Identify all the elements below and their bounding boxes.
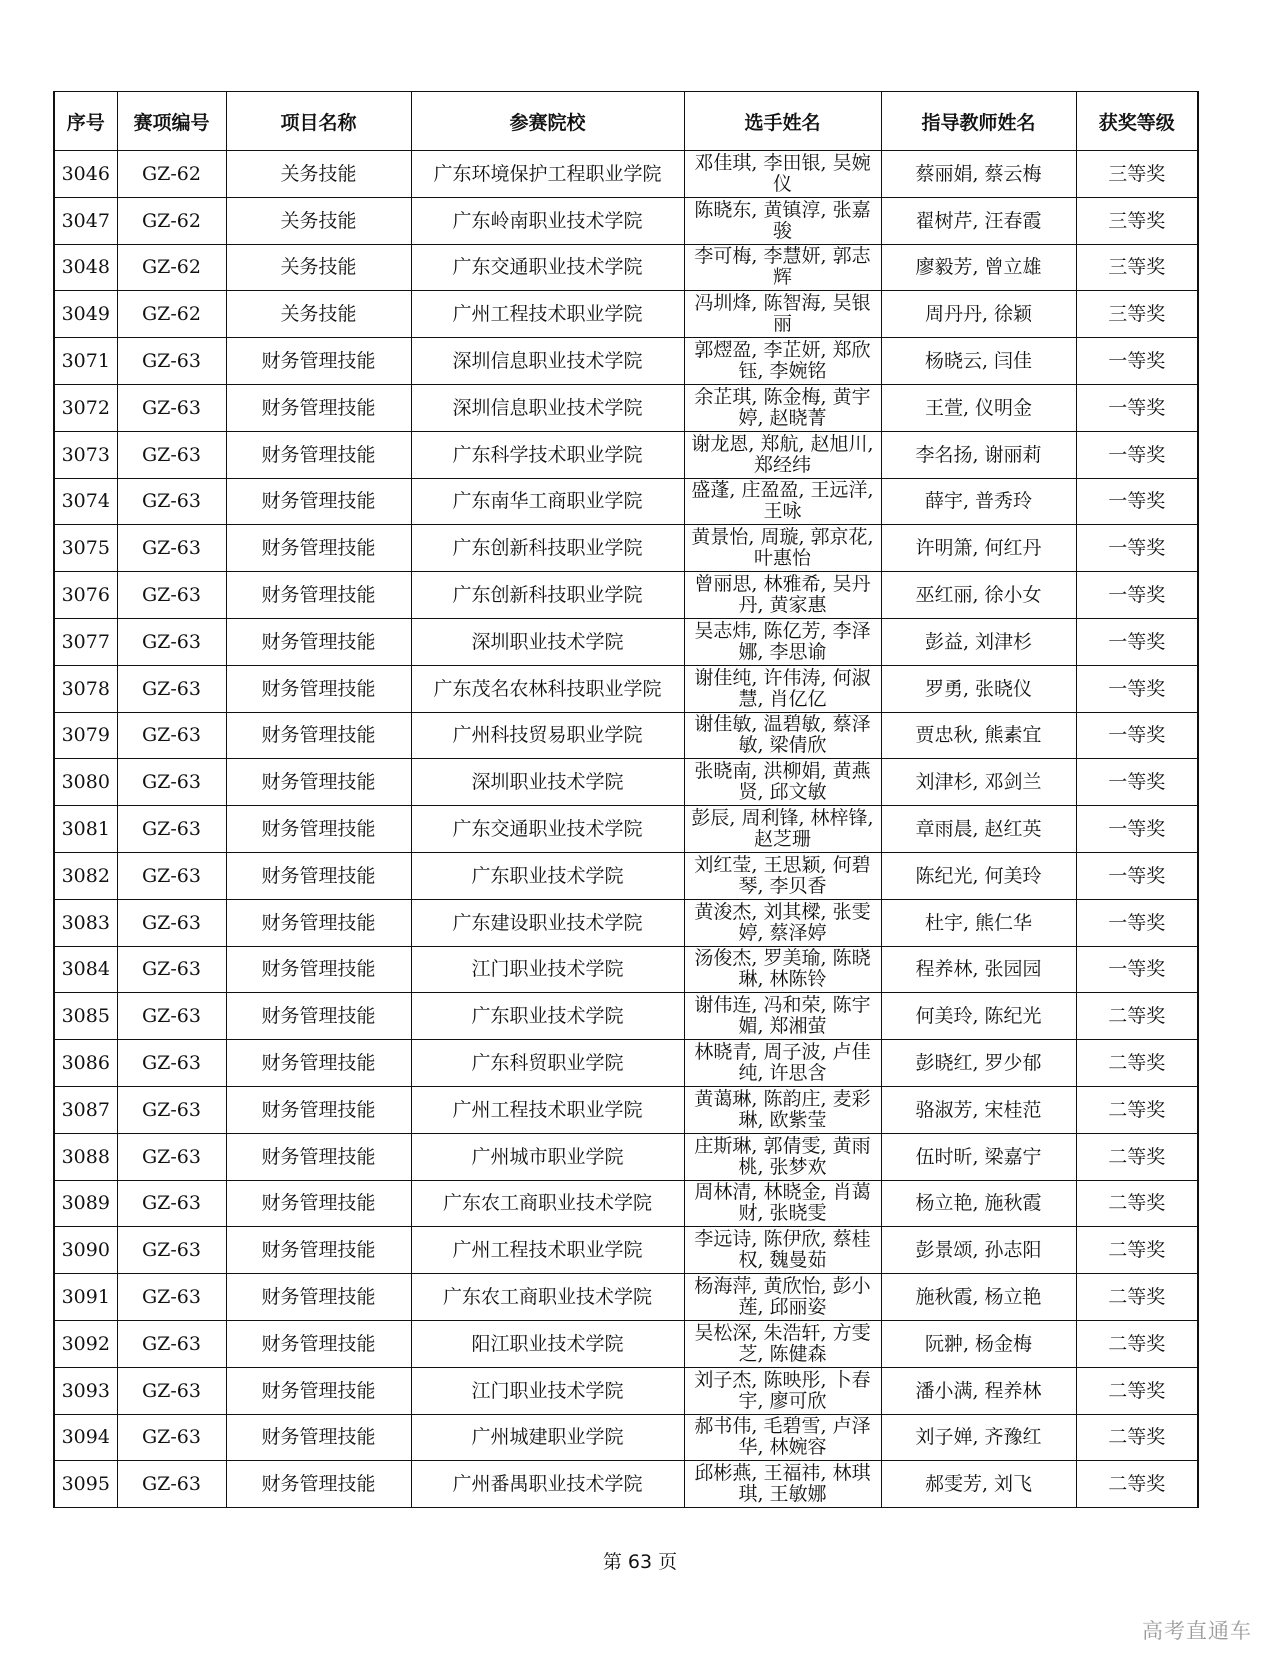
- cell-seq: 3049: [54, 291, 117, 338]
- cell-players: [684, 1086, 881, 1133]
- cell-players: [684, 244, 881, 291]
- table-row: [54, 1367, 1198, 1414]
- cell-seq: 3085: [54, 993, 117, 1040]
- table-row: [54, 1274, 1198, 1321]
- cell-players: [684, 572, 881, 619]
- cell-award: 一等奖: [1076, 478, 1198, 525]
- cell-award: 一等奖: [1076, 852, 1198, 899]
- cell-event-name: 财务管理技能: [226, 618, 411, 665]
- cell-seq: 3091: [54, 1274, 117, 1321]
- header-event-name: 项目名称: [226, 92, 411, 151]
- players-text: 李可梅, 李慧妍, 郭志辉: [694, 245, 871, 289]
- cell-school: 江门职业技术学院: [411, 1367, 684, 1414]
- cell-event-code: GZ-63: [117, 1320, 226, 1367]
- cell-teachers: 彭晓红, 罗少郁: [881, 1040, 1076, 1087]
- cell-event-name: 财务管理技能: [226, 384, 411, 431]
- cell-players: [684, 993, 881, 1040]
- cell-award: 二等奖: [1076, 1274, 1198, 1321]
- players-text: 余芷琪, 陈金梅, 黄宇婷, 赵晓菁: [694, 385, 871, 429]
- cell-event-code: GZ-63: [117, 1414, 226, 1461]
- cell-seq: 3086: [54, 1040, 117, 1087]
- cell-players: [684, 1227, 881, 1274]
- cell-school: 广州工程技术职业学院: [411, 1227, 684, 1274]
- cell-teachers: 廖毅芳, 曾立雄: [881, 244, 1076, 291]
- cell-event-code: GZ-63: [117, 431, 226, 478]
- cell-award: 二等奖: [1076, 1367, 1198, 1414]
- cell-event-name: 财务管理技能: [226, 1180, 411, 1227]
- table-row: [54, 525, 1198, 572]
- cell-award: 三等奖: [1076, 244, 1198, 291]
- cell-teachers: 蔡丽娟, 蔡云梅: [881, 151, 1076, 198]
- cell-event-name: 财务管理技能: [226, 993, 411, 1040]
- cell-teachers: 周丹丹, 徐颖: [881, 291, 1076, 338]
- cell-event-name: 财务管理技能: [226, 806, 411, 853]
- cell-event-name: 财务管理技能: [226, 1227, 411, 1274]
- cell-award: 一等奖: [1076, 431, 1198, 478]
- cell-event-name: 财务管理技能: [226, 759, 411, 806]
- cell-seq: 3083: [54, 899, 117, 946]
- cell-teachers: 潘小满, 程养林: [881, 1367, 1076, 1414]
- cell-seq: 3082: [54, 852, 117, 899]
- cell-school: 广东创新科技职业学院: [411, 525, 684, 572]
- cell-award: 一等奖: [1076, 384, 1198, 431]
- cell-players: [684, 338, 881, 385]
- cell-school: 广东科学技术职业学院: [411, 431, 684, 478]
- cell-teachers: 杨晓云, 闫佳: [881, 338, 1076, 385]
- cell-seq: 3081: [54, 806, 117, 853]
- players-text: 谢佳纯, 许伟涛, 何淑慧, 肖亿亿: [694, 666, 871, 710]
- watermark: 高考直通车: [1142, 1619, 1252, 1643]
- cell-seq: 3078: [54, 665, 117, 712]
- cell-teachers: 章雨晨, 赵红英: [881, 806, 1076, 853]
- cell-award: 二等奖: [1076, 1461, 1198, 1508]
- cell-award: 一等奖: [1076, 572, 1198, 619]
- cell-seq: 3087: [54, 1086, 117, 1133]
- table-row: [54, 899, 1198, 946]
- players-text: 陈晓东, 黄镇淳, 张嘉骏: [694, 198, 871, 242]
- cell-event-name: 财务管理技能: [226, 1414, 411, 1461]
- cell-players: [684, 899, 881, 946]
- cell-players: [684, 151, 881, 198]
- cell-teachers: 王萱, 仪明金: [881, 384, 1076, 431]
- table-row: [54, 431, 1198, 478]
- cell-event-code: GZ-63: [117, 852, 226, 899]
- players-text: 杨海萍, 黄欣怡, 彭小莲, 邱丽姿: [694, 1275, 871, 1319]
- cell-school: 广东科贸职业学院: [411, 1040, 684, 1087]
- cell-players: [684, 525, 881, 572]
- cell-event-name: 关务技能: [226, 151, 411, 198]
- table-row: [54, 993, 1198, 1040]
- cell-school: 广东创新科技职业学院: [411, 572, 684, 619]
- header-event-code: 赛项编号: [117, 92, 226, 151]
- cell-event-name: 财务管理技能: [226, 1133, 411, 1180]
- cell-teachers: 施秋霞, 杨立艳: [881, 1274, 1076, 1321]
- table-row: [54, 384, 1198, 431]
- cell-seq: 3093: [54, 1367, 117, 1414]
- cell-seq: 3074: [54, 478, 117, 525]
- cell-school: 广州城市职业学院: [411, 1133, 684, 1180]
- players-text: 刘红莹, 王思颖, 何碧琴, 李贝香: [694, 853, 871, 897]
- cell-event-code: GZ-63: [117, 478, 226, 525]
- cell-teachers: 杨立艳, 施秋霞: [881, 1180, 1076, 1227]
- table-row: [54, 197, 1198, 244]
- cell-seq: 3095: [54, 1461, 117, 1508]
- cell-event-code: GZ-62: [117, 244, 226, 291]
- cell-players: [684, 1320, 881, 1367]
- cell-seq: 3046: [54, 151, 117, 198]
- cell-event-code: GZ-62: [117, 291, 226, 338]
- cell-event-code: GZ-63: [117, 525, 226, 572]
- players-text: 邱彬燕, 王福祎, 林琪琪, 王敏娜: [694, 1462, 871, 1506]
- cell-school: 江门职业技术学院: [411, 946, 684, 993]
- cell-players: [684, 1180, 881, 1227]
- players-text: 彭辰, 周利锋, 林梓锋, 赵芝珊: [691, 807, 874, 851]
- cell-event-code: GZ-63: [117, 1086, 226, 1133]
- cell-seq: 3048: [54, 244, 117, 291]
- players-text: 黄景怡, 周璇, 郭京花, 叶惠怡: [691, 526, 874, 570]
- cell-event-code: GZ-63: [117, 1367, 226, 1414]
- cell-school: 广州工程技术职业学院: [411, 1086, 684, 1133]
- cell-event-code: GZ-62: [117, 151, 226, 198]
- cell-award: 三等奖: [1076, 197, 1198, 244]
- players-text: 庄斯琳, 郭倩雯, 黄雨桃, 张梦欢: [694, 1134, 871, 1178]
- table-row: [54, 1180, 1198, 1227]
- cell-teachers: 彭益, 刘津杉: [881, 618, 1076, 665]
- cell-event-code: GZ-63: [117, 1133, 226, 1180]
- cell-event-name: 财务管理技能: [226, 431, 411, 478]
- cell-event-name: 财务管理技能: [226, 478, 411, 525]
- cell-seq: 3076: [54, 572, 117, 619]
- cell-event-name: 财务管理技能: [226, 712, 411, 759]
- cell-school: 阳江职业技术学院: [411, 1320, 684, 1367]
- table-row: [54, 1227, 1198, 1274]
- cell-players: [684, 1274, 881, 1321]
- cell-award: 二等奖: [1076, 1320, 1198, 1367]
- cell-event-code: GZ-63: [117, 712, 226, 759]
- cell-players: [684, 291, 881, 338]
- cell-school: 广东农工商职业技术学院: [411, 1274, 684, 1321]
- cell-players: [684, 618, 881, 665]
- cell-seq: 3047: [54, 197, 117, 244]
- cell-seq: 3075: [54, 525, 117, 572]
- cell-players: [684, 1367, 881, 1414]
- cell-school: 广东茂名农林科技职业学院: [411, 665, 684, 712]
- cell-seq: 3084: [54, 946, 117, 993]
- players-text: 曾丽思, 林雅希, 吴丹丹, 黄家惠: [694, 573, 871, 617]
- header-award: 获奖等级: [1076, 92, 1198, 151]
- players-text: 吴志炜, 陈亿芳, 李泽娜, 李思谕: [694, 619, 871, 663]
- cell-event-code: GZ-63: [117, 665, 226, 712]
- cell-event-name: 财务管理技能: [226, 665, 411, 712]
- cell-players: [684, 1133, 881, 1180]
- table-row: [54, 478, 1198, 525]
- cell-teachers: 彭景颂, 孙志阳: [881, 1227, 1076, 1274]
- cell-teachers: 杜宇, 熊仁华: [881, 899, 1076, 946]
- awards-table: [53, 91, 1199, 1508]
- table-row: [54, 618, 1198, 665]
- cell-teachers: 许明箫, 何红丹: [881, 525, 1076, 572]
- cell-event-code: GZ-63: [117, 1180, 226, 1227]
- cell-seq: 3080: [54, 759, 117, 806]
- cell-school: 广东职业技术学院: [411, 993, 684, 1040]
- cell-event-name: 财务管理技能: [226, 1274, 411, 1321]
- players-text: 冯圳烽, 陈智海, 吴银丽: [694, 292, 871, 336]
- cell-event-code: GZ-63: [117, 1274, 226, 1321]
- header-school: 参赛院校: [411, 92, 684, 151]
- cell-school: 深圳信息职业技术学院: [411, 338, 684, 385]
- cell-award: 二等奖: [1076, 1086, 1198, 1133]
- table-row: [54, 291, 1198, 338]
- cell-event-name: 财务管理技能: [226, 525, 411, 572]
- cell-teachers: 巫红丽, 徐小女: [881, 572, 1076, 619]
- players-text: 盛蓬, 庄盈盈, 王远洋, 王咏: [691, 479, 874, 523]
- cell-teachers: 刘津杉, 邓剑兰: [881, 759, 1076, 806]
- cell-teachers: 罗勇, 张晓仪: [881, 665, 1076, 712]
- cell-seq: 3094: [54, 1414, 117, 1461]
- cell-event-name: 财务管理技能: [226, 338, 411, 385]
- cell-event-name: 财务管理技能: [226, 899, 411, 946]
- cell-teachers: 刘子婵, 齐豫红: [881, 1414, 1076, 1461]
- players-text: 黄蔼琳, 陈韵庄, 麦彩琳, 欧紫莹: [694, 1087, 871, 1131]
- cell-award: 一等奖: [1076, 525, 1198, 572]
- cell-seq: 3073: [54, 431, 117, 478]
- players-text: 邓佳琪, 李田银, 吴婉仪: [694, 151, 871, 195]
- players-text: 汤俊杰, 罗美瑜, 陈晓琳, 林陈铃: [694, 947, 871, 991]
- header-seq: 序号: [54, 92, 117, 151]
- cell-event-name: 财务管理技能: [226, 1320, 411, 1367]
- cell-event-name: 财务管理技能: [226, 1367, 411, 1414]
- cell-players: [684, 1414, 881, 1461]
- cell-seq: 3088: [54, 1133, 117, 1180]
- cell-players: [684, 665, 881, 712]
- cell-players: [684, 946, 881, 993]
- cell-seq: 3090: [54, 1227, 117, 1274]
- cell-teachers: 李名扬, 谢丽莉: [881, 431, 1076, 478]
- cell-award: 二等奖: [1076, 1040, 1198, 1087]
- cell-players: [684, 1040, 881, 1087]
- cell-award: 三等奖: [1076, 291, 1198, 338]
- cell-school: 广州城建职业学院: [411, 1414, 684, 1461]
- cell-teachers: 程养林, 张园园: [881, 946, 1076, 993]
- table-row: [54, 759, 1198, 806]
- cell-award: 一等奖: [1076, 806, 1198, 853]
- players-text: 谢伟连, 冯和荣, 陈宇媚, 郑湘萤: [694, 994, 871, 1038]
- cell-event-code: GZ-63: [117, 1040, 226, 1087]
- cell-award: 二等奖: [1076, 1180, 1198, 1227]
- table-row: [54, 244, 1198, 291]
- cell-award: 二等奖: [1076, 1133, 1198, 1180]
- cell-award: 一等奖: [1076, 946, 1198, 993]
- cell-award: 二等奖: [1076, 993, 1198, 1040]
- cell-players: [684, 478, 881, 525]
- players-text: 郭熤盈, 李芷妍, 郑欣钰, 李婉铭: [694, 339, 871, 383]
- cell-teachers: 阮翀, 杨金梅: [881, 1320, 1076, 1367]
- cell-event-name: 财务管理技能: [226, 1086, 411, 1133]
- players-text: 林晓青, 周子波, 卢佳纯, 许思含: [694, 1041, 871, 1085]
- cell-event-name: 关务技能: [226, 291, 411, 338]
- table-row: [54, 1086, 1198, 1133]
- cell-teachers: 何美玲, 陈纪光: [881, 993, 1076, 1040]
- cell-award: 一等奖: [1076, 759, 1198, 806]
- cell-school: 广东交通职业技术学院: [411, 244, 684, 291]
- cell-players: [684, 1461, 881, 1508]
- cell-event-name: 财务管理技能: [226, 1040, 411, 1087]
- cell-school: 广州番禺职业技术学院: [411, 1461, 684, 1508]
- table-row: [54, 1461, 1198, 1508]
- cell-event-code: GZ-63: [117, 338, 226, 385]
- table-row: [54, 1133, 1198, 1180]
- cell-teachers: 翟树芹, 汪春霞: [881, 197, 1076, 244]
- table-row: [54, 852, 1198, 899]
- cell-players: [684, 384, 881, 431]
- cell-players: [684, 806, 881, 853]
- table-row: [54, 572, 1198, 619]
- cell-teachers: 郝雯芳, 刘飞: [881, 1461, 1076, 1508]
- cell-award: 一等奖: [1076, 338, 1198, 385]
- cell-event-code: GZ-63: [117, 572, 226, 619]
- players-text: 刘子杰, 陈映彤, 卜春宇, 廖可欣: [694, 1368, 871, 1412]
- cell-seq: 3079: [54, 712, 117, 759]
- table-row: [54, 946, 1198, 993]
- header-row: [54, 92, 1198, 151]
- cell-event-code: GZ-63: [117, 384, 226, 431]
- players-text: 郝书伟, 毛碧雪, 卢泽华, 林婉容: [694, 1415, 871, 1459]
- page-number: 第 63 页: [602, 1551, 678, 1573]
- cell-school: 广东交通职业技术学院: [411, 806, 684, 853]
- cell-event-code: GZ-63: [117, 993, 226, 1040]
- cell-seq: 3072: [54, 384, 117, 431]
- players-text: 谢龙恩, 郑航, 赵旭川, 郑经纬: [691, 432, 874, 476]
- table-row: [54, 1320, 1198, 1367]
- cell-players: [684, 852, 881, 899]
- cell-seq: 3071: [54, 338, 117, 385]
- table-row: [54, 151, 1198, 198]
- cell-event-name: 关务技能: [226, 197, 411, 244]
- cell-school: 深圳职业技术学院: [411, 618, 684, 665]
- players-text: 吴松深, 朱浩轩, 方雯芝, 陈健森: [694, 1321, 871, 1365]
- cell-event-code: GZ-63: [117, 899, 226, 946]
- cell-school: 广东环境保护工程职业学院: [411, 151, 684, 198]
- cell-award: 一等奖: [1076, 665, 1198, 712]
- cell-event-name: 财务管理技能: [226, 852, 411, 899]
- table-row: [54, 1414, 1198, 1461]
- cell-school: 广东农工商职业技术学院: [411, 1180, 684, 1227]
- cell-award: 一等奖: [1076, 712, 1198, 759]
- cell-award: 三等奖: [1076, 151, 1198, 198]
- cell-school: 广东职业技术学院: [411, 852, 684, 899]
- header-teachers: 指导教师姓名: [881, 92, 1076, 151]
- cell-teachers: 伍时昕, 梁嘉宁: [881, 1133, 1076, 1180]
- cell-players: [684, 759, 881, 806]
- header-players: 选手姓名: [684, 92, 881, 151]
- cell-teachers: 陈纪光, 何美玲: [881, 852, 1076, 899]
- table-body: [54, 151, 1198, 1508]
- cell-award: 二等奖: [1076, 1227, 1198, 1274]
- cell-school: 深圳信息职业技术学院: [411, 384, 684, 431]
- cell-teachers: 骆淑芳, 宋桂范: [881, 1086, 1076, 1133]
- cell-school: 广东南华工商职业学院: [411, 478, 684, 525]
- players-text: 周林清, 林晓金, 肖蔼财, 张晓雯: [694, 1181, 871, 1225]
- cell-players: [684, 431, 881, 478]
- cell-teachers: 贾忠秋, 熊素宜: [881, 712, 1076, 759]
- cell-school: 深圳职业技术学院: [411, 759, 684, 806]
- players-text: 黄浚杰, 刘其樑, 张雯婷, 蔡泽婷: [694, 900, 871, 944]
- cell-seq: 3077: [54, 618, 117, 665]
- cell-award: 一等奖: [1076, 899, 1198, 946]
- table-row: [54, 712, 1198, 759]
- cell-event-code: GZ-63: [117, 806, 226, 853]
- cell-seq: 3092: [54, 1320, 117, 1367]
- players-text: 张晓南, 洪柳娟, 黄燕贤, 邱文敏: [694, 760, 871, 804]
- cell-event-code: GZ-63: [117, 1227, 226, 1274]
- cell-event-code: GZ-62: [117, 197, 226, 244]
- cell-event-code: GZ-63: [117, 618, 226, 665]
- table-row: [54, 806, 1198, 853]
- cell-event-code: GZ-63: [117, 759, 226, 806]
- cell-seq: 3089: [54, 1180, 117, 1227]
- cell-award: 二等奖: [1076, 1414, 1198, 1461]
- players-text: 李远诗, 陈伊欣, 蔡桂权, 魏曼茹: [694, 1228, 871, 1272]
- table-row: [54, 1040, 1198, 1087]
- cell-players: [684, 197, 881, 244]
- cell-teachers: 薛宇, 普秀玲: [881, 478, 1076, 525]
- cell-event-name: 关务技能: [226, 244, 411, 291]
- table-row: [54, 665, 1198, 712]
- players-text: 谢佳敏, 温碧敏, 蔡泽敏, 梁倩欣: [694, 713, 871, 757]
- table-row: [54, 338, 1198, 385]
- cell-school: 广州科技贸易职业学院: [411, 712, 684, 759]
- cell-school: 广东建设职业技术学院: [411, 899, 684, 946]
- cell-event-name: 财务管理技能: [226, 1461, 411, 1508]
- cell-players: [684, 712, 881, 759]
- cell-event-code: GZ-63: [117, 946, 226, 993]
- cell-award: 一等奖: [1076, 618, 1198, 665]
- cell-event-name: 财务管理技能: [226, 946, 411, 993]
- cell-school: 广东岭南职业技术学院: [411, 197, 684, 244]
- cell-event-name: 财务管理技能: [226, 572, 411, 619]
- cell-event-code: GZ-63: [117, 1461, 226, 1508]
- cell-school: 广州工程技术职业学院: [411, 291, 684, 338]
